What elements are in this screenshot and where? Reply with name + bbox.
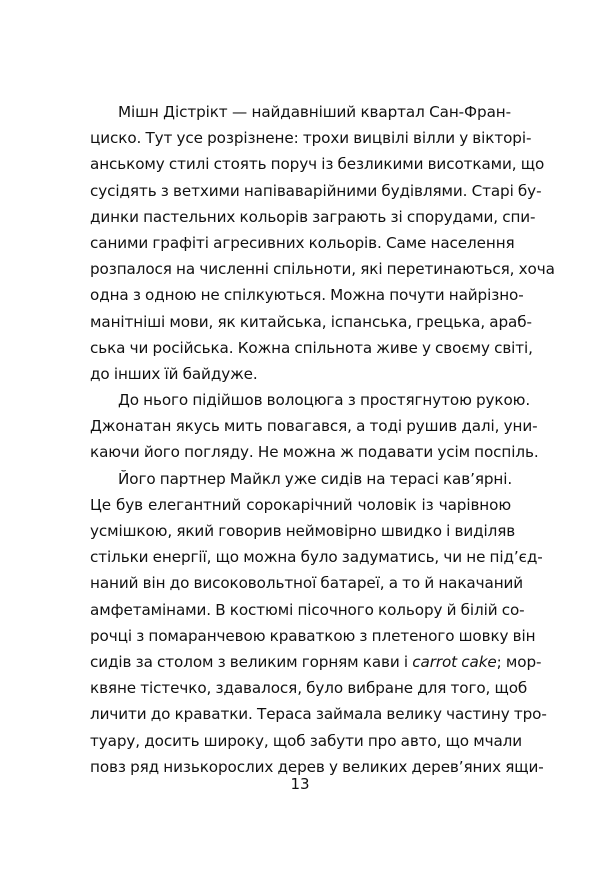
text-line: Джонатан якусь мить повагався, а тоді рушив далі, уни- <box>90 417 538 436</box>
text-line: саними графіті агресивних кольорів. Саме населення <box>90 233 515 252</box>
text-line: анському стилі стоять поруч із безликими висотками, що <box>90 155 545 174</box>
text-line: усмішкою, який говорив неймовірно швидко і виділяв <box>90 522 516 540</box>
text-line: До нього підійшов волоцюга з простягнутою рукою. <box>118 391 531 410</box>
text-line: Мішн Дістрікт — найдавніший квартал Сан-Фран- <box>118 103 511 121</box>
text-line: личити до краватки. Тераса займала велику частину тро- <box>90 705 547 724</box>
text-line: стільки енергії, що можна було задуматись, чи не під’єд- <box>90 548 543 567</box>
text-line: квяне тістечко, здавалося, було вибране для того, щоб <box>90 679 528 698</box>
text-line: ська чи російська. Кожна спільнота живе у своєму світі, <box>90 338 533 357</box>
paragraph-3 <box>90 466 547 780</box>
page-body <box>90 99 555 780</box>
text-line: рочці з помаранчевою краваткою з плетеного шовку він <box>90 626 536 645</box>
text-line: Це був елегантний сорокарічний чоловік із чарівною <box>90 495 511 514</box>
text-line: каючи його погляду. Не можна ж подавати усім поспіль. <box>90 443 539 462</box>
page-number: 13 <box>290 775 310 793</box>
text-line: циско. Тут усе розрізнене: трохи вицвілі вілли у вікторі- <box>90 129 532 148</box>
text-line: туару, досить широку, щоб забути про авто, що мчали <box>90 731 523 750</box>
paragraph-1 <box>90 99 555 387</box>
italic-phrase: carrot cake <box>412 652 497 671</box>
paragraph-2 <box>90 387 539 466</box>
text-line: амфетамінами. В костюмі пісочного кольору й білій со- <box>90 600 525 619</box>
text-line: сидів за столом з великим горням кави і carrot cake; мор- <box>90 652 542 671</box>
text-line: Його партнер Майкл уже сидів на терасі кав’ярні. <box>118 469 513 488</box>
text-line: до інших їй байдуже. <box>90 364 258 383</box>
text-line: розпалося на численні спільноти, які перетинаються, хоча <box>90 260 555 279</box>
text-line: манітніші мови, як китайська, іспанська, грецька, араб- <box>90 312 532 331</box>
text-line: одна з одною не спілкуються. Можна почути найрізно- <box>90 286 524 305</box>
text-line: сусідять з ветхими напіваварійними будівлями. Старі бу- <box>90 181 542 200</box>
text-line: наний він до високовольтної батареї, а то й накачаний <box>90 574 524 593</box>
text-line: повз ряд низькорослих дерев у великих дерев’яних ящи- <box>90 757 544 776</box>
text-line: динки пастельних кольорів заграють зі спорудами, спи- <box>90 207 536 226</box>
